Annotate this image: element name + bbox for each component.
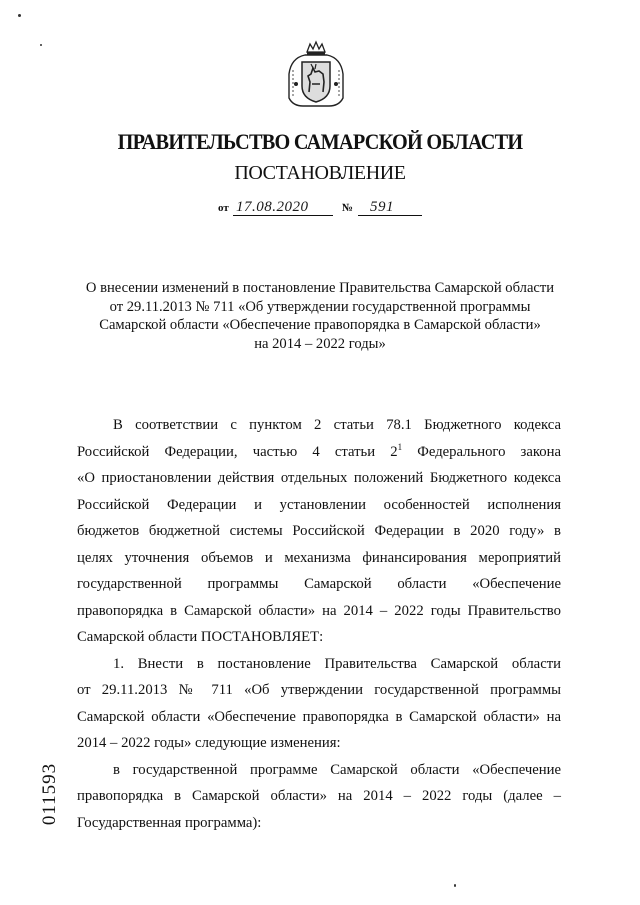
- scan-speck: [18, 14, 21, 17]
- body-line: Самарской области «Обеспечение правопорядка в Самарской области» на: [77, 708, 561, 725]
- date-number-line: [218, 196, 448, 218]
- body-line: 2014 – 2022 годы» следующие изменения:: [77, 735, 341, 751]
- subject-line: О внесении изменений в постановление Правительства Самарской области: [85, 280, 555, 296]
- body-line: правопорядка в Самарской области» на 2014 – 2022 годы Правительство: [77, 602, 561, 619]
- superscript: 1: [397, 441, 403, 452]
- date-label: от: [218, 202, 229, 214]
- subject-line: Самарской области «Обеспечение правопорядка в Самарской области»: [99, 317, 541, 333]
- subject-line: на 2014 – 2022 годы»: [254, 335, 386, 352]
- body-line: от 29.11.2013 № 711 «Об утверждении государственной программы: [77, 682, 561, 698]
- body-text-fragment: Федерального закона: [417, 443, 561, 460]
- document-type: ПОСТАНОВЛЕНИЕ: [234, 162, 406, 184]
- body-line: [77, 439, 561, 466]
- samara-coat-of-arms-icon: [285, 40, 347, 110]
- body-line: государственной программы Самарской области «Обеспечение: [77, 576, 561, 592]
- body-line: Российской Федерации и установлении особенностей исполнения: [77, 496, 561, 513]
- scan-speck: [454, 884, 456, 887]
- body-line: Самарской области ПОСТАНОВЛЯЕТ:: [77, 629, 324, 645]
- body-line: правопорядка в Самарской области» на 2014 – 2022 годы (далее –: [77, 788, 561, 804]
- body-line: в государственной программе Самарской области «Обеспечение: [113, 761, 561, 778]
- document-subject: [60, 279, 580, 353]
- handwritten-date: 17.08.2020: [236, 199, 309, 215]
- government-title: ПРАВИТЕЛЬСТВО САМАРСКОЙ ОБЛАСТИ: [117, 129, 523, 154]
- body-text-fragment: Российской Федерации, частью 4 статьи 2: [77, 443, 398, 460]
- margin-serial-text: 011593: [39, 762, 60, 826]
- body-line: целях уточнения объемов и механизма финансирования мероприятий: [77, 549, 561, 566]
- body-line: 1. Внести в постановление Правительства Самарской области: [113, 655, 561, 672]
- handwritten-number: 591: [370, 199, 394, 215]
- number-label: №: [342, 202, 354, 214]
- subject-line: от 29.11.2013 № 711 «Об утверждении государственной программы: [109, 298, 531, 315]
- body-line: «О приостановлении действия отдельных положений Бюджетного кодекса: [77, 470, 561, 486]
- body-line: В соответствии с пунктом 2 статьи 78.1 Бюджетного кодекса: [113, 417, 561, 433]
- scan-speck: [40, 44, 42, 46]
- body-line: бюджетов бюджетной системы Российской Федерации в 2020 году» в: [77, 523, 561, 539]
- body-line: Государственная программа):: [77, 814, 262, 831]
- document-body: [77, 412, 561, 836]
